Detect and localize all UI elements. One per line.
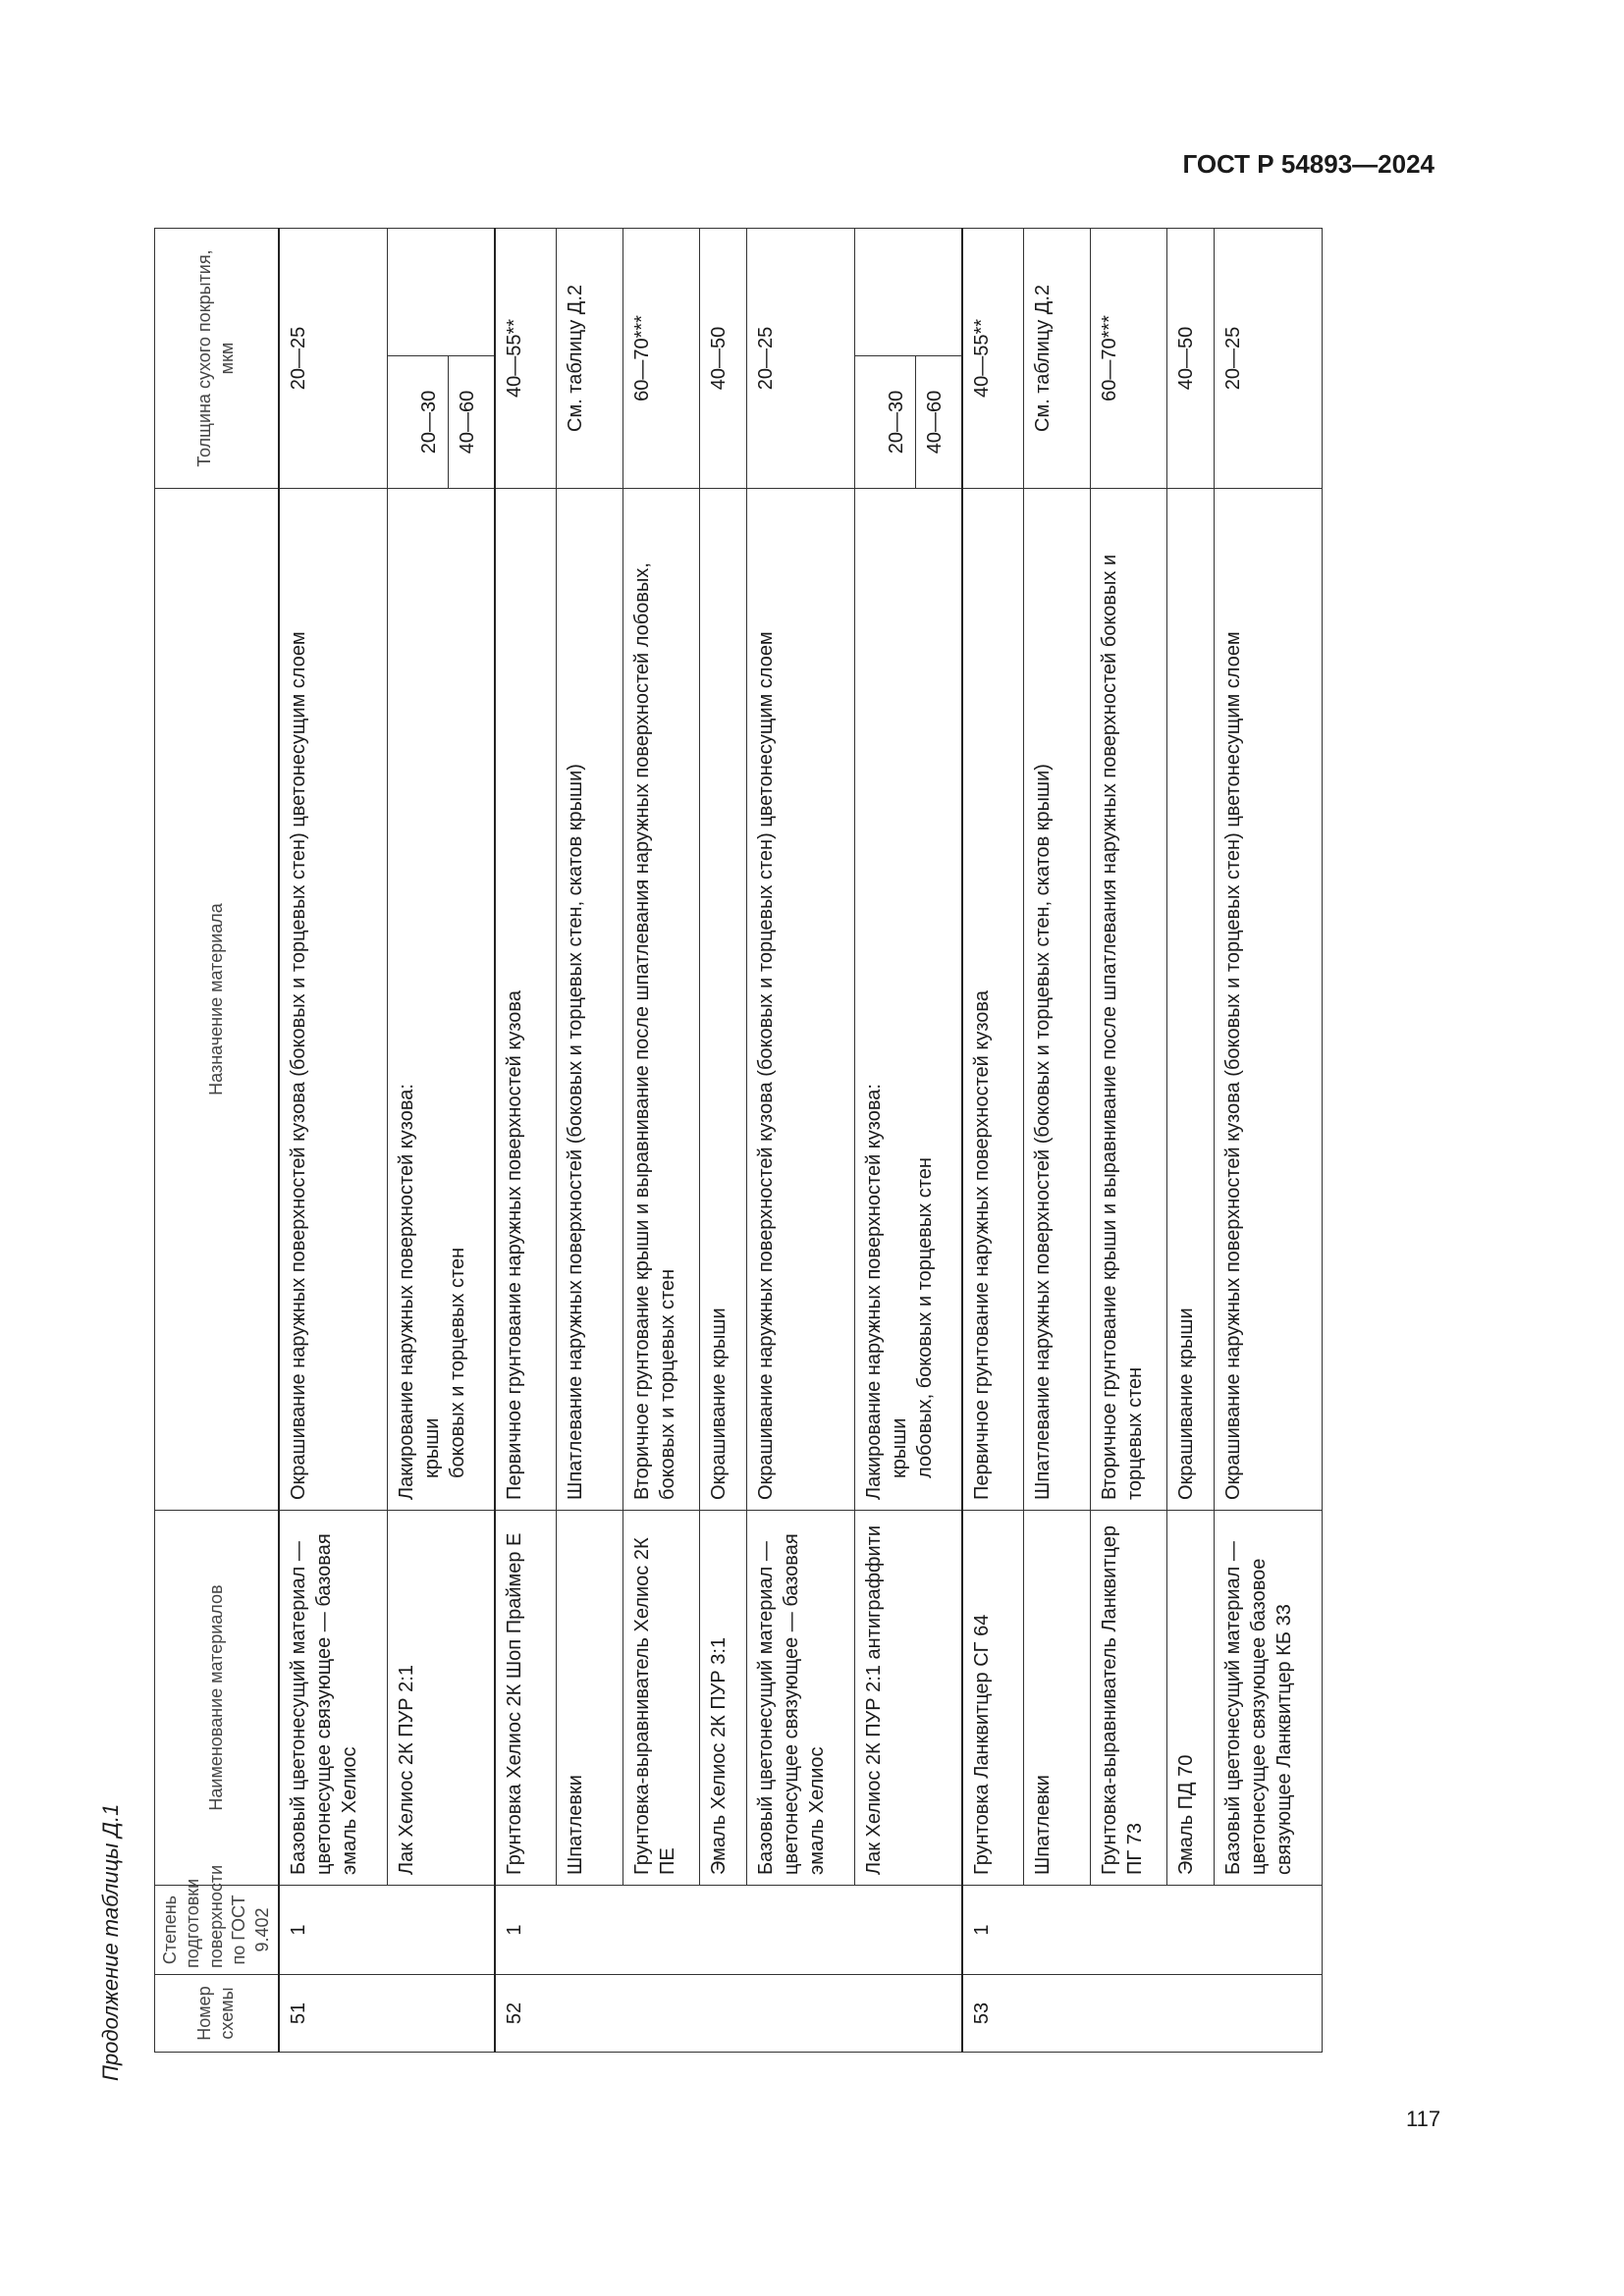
degree-value: 1 [279,1886,495,1975]
caption-rotator [98,1531,130,2081]
scheme-number: 52 [495,1975,962,2053]
table-row [747,229,855,2053]
table-row [387,229,449,2053]
material-purpose: Первичное грунтование наружных поверхностей кузова [495,489,557,1511]
table-row [557,229,623,2053]
thickness-value: См. таблицу Д.2 [557,229,623,489]
material-name: Грунтовка Хелиос 2К Шоп Праймер Е [495,1511,557,1886]
material-purpose: Шпатлевание наружных поверхностей (боковых и торцевых стен, скатов крыши) [557,489,623,1511]
purpose-sub-item: крыши [420,1417,443,1478]
table-row [962,229,1024,2053]
material-name: Шпатлевки [557,1511,623,1886]
material-name: Шпатлевки [1024,1511,1090,1886]
table-row [700,229,747,2053]
thickness-value: 40—55** [495,229,557,489]
table-row [495,229,557,2053]
empty-cell [387,229,495,356]
material-purpose: Вторичное грунтование крыши и выравнивание после шпатлевания наружных поверхностей лобовых, боковых и торцевых стен [623,489,699,1511]
material-name: Лак Хелиос 2К ПУР 2:1 [387,1511,495,1886]
thickness-value: 20—25 [279,229,387,489]
scheme-number: 53 [962,1975,1322,2053]
material-name: Базовый цветонесущий материал — цветонесущее связующее — базовая эмаль Хелиос [747,1511,855,1886]
header-degree: Степень подготовки поверхности по ГОСТ 9.402 [155,1886,279,1975]
header-scheme: Номер схемы [155,1975,279,2053]
material-purpose: Окрашивание наружных поверхностей кузова (боковых и торцевых стен) цветонесущим слоем [1215,489,1323,1511]
material-purpose: Шпатлевание наружных поверхностей (боковых и торцевых стен, скатов крыши) [1024,489,1090,1511]
purpose-sub-item: лобовых, боковых и торцевых стен [913,1157,936,1478]
header-thickness: Толщина сухого покрытия, мкм [155,229,279,489]
thickness-value: 60—70*** [623,229,699,489]
material-name: Грунтовка Ланквитцер СГ 64 [962,1511,1024,1886]
table-row [1167,229,1215,2053]
material-name: Эмаль ПД 70 [1167,1511,1215,1886]
thickness-value: 40—50 [1167,229,1215,489]
table-row [1090,229,1166,2053]
table-row [854,229,916,2053]
thickness-value: 40—55** [962,229,1024,489]
material-purpose: Окрашивание крыши [1167,489,1215,1511]
degree-value: 1 [962,1886,1322,1975]
material-name: Лак Хелиос 2К ПУР 2:1 антиграффити [854,1511,962,1886]
thickness-value: 40—60 [449,356,496,489]
empty-cell [854,229,962,356]
material-name: Базовый цветонесущий материал — цветонесущее связующее — базовая эмаль Хелиос [279,1511,387,1886]
material-purpose: Окрашивание наружных поверхностей кузова (боковых и торцевых стен) цветонесущим слоем [279,489,387,1511]
thickness-value: 40—60 [916,356,963,489]
table-row [279,229,387,2053]
header-purpose: Назначение материала [155,489,279,1511]
table-row [1024,229,1090,2053]
purpose-heading: Лакирование наружных поверхностей кузова: [395,1084,417,1500]
material-name: Базовый цветонесущий материал — цветонесущее связующее базовое связующее Ланквитцер КБ 33 [1215,1511,1323,1886]
table-row [1215,229,1323,2053]
material-purpose: Первичное грунтование наружных поверхностей кузова [962,489,1024,1511]
thickness-value: 20—25 [747,229,855,489]
table-rotator [154,229,1323,2053]
purpose-heading: Лакирование наружных поверхностей кузова: [862,1084,885,1500]
thickness-value: См. таблицу Д.2 [1024,229,1090,489]
table-caption: Продолжение таблицы Д.1 [98,1803,123,2081]
material-name: Грунтовка-выравниватель Хелиос 2К ПЕ [623,1511,699,1886]
thickness-value: 20—30 [387,356,449,489]
thickness-value: 20—30 [854,356,916,489]
material-purpose: Окрашивание наружных поверхностей кузова (боковых и торцевых стен) цветонесущим слоем [747,489,855,1511]
material-purpose [854,489,962,1511]
purpose-sub-item: крыши [888,1417,910,1478]
materials-table [154,228,1323,2053]
thickness-value: 60—70*** [1090,229,1166,489]
thickness-value: 20—25 [1215,229,1323,489]
scheme-number: 51 [279,1975,495,2053]
material-name: Эмаль Хелиос 2К ПУР 3:1 [700,1511,747,1886]
document-code: ГОСТ Р 54893—2024 [1182,149,1435,179]
material-purpose [387,489,495,1511]
material-purpose: Окрашивание крыши [700,489,747,1511]
page-number: 117 [1406,2107,1441,2131]
thickness-value: 40—50 [700,229,747,489]
material-purpose: Вторичное грунтование крыши и выравнивание после шпатлевания наружных поверхностей боковых и торцевых стен [1090,489,1166,1511]
table-row [623,229,699,2053]
purpose-sub-item: боковых и торцевых стен [446,1247,468,1478]
header-name: Наименование материалов [155,1511,279,1886]
degree-value: 1 [495,1886,962,1975]
material-name: Грунтовка-выравниватель Ланквитцер ПГ 73 [1090,1511,1166,1886]
